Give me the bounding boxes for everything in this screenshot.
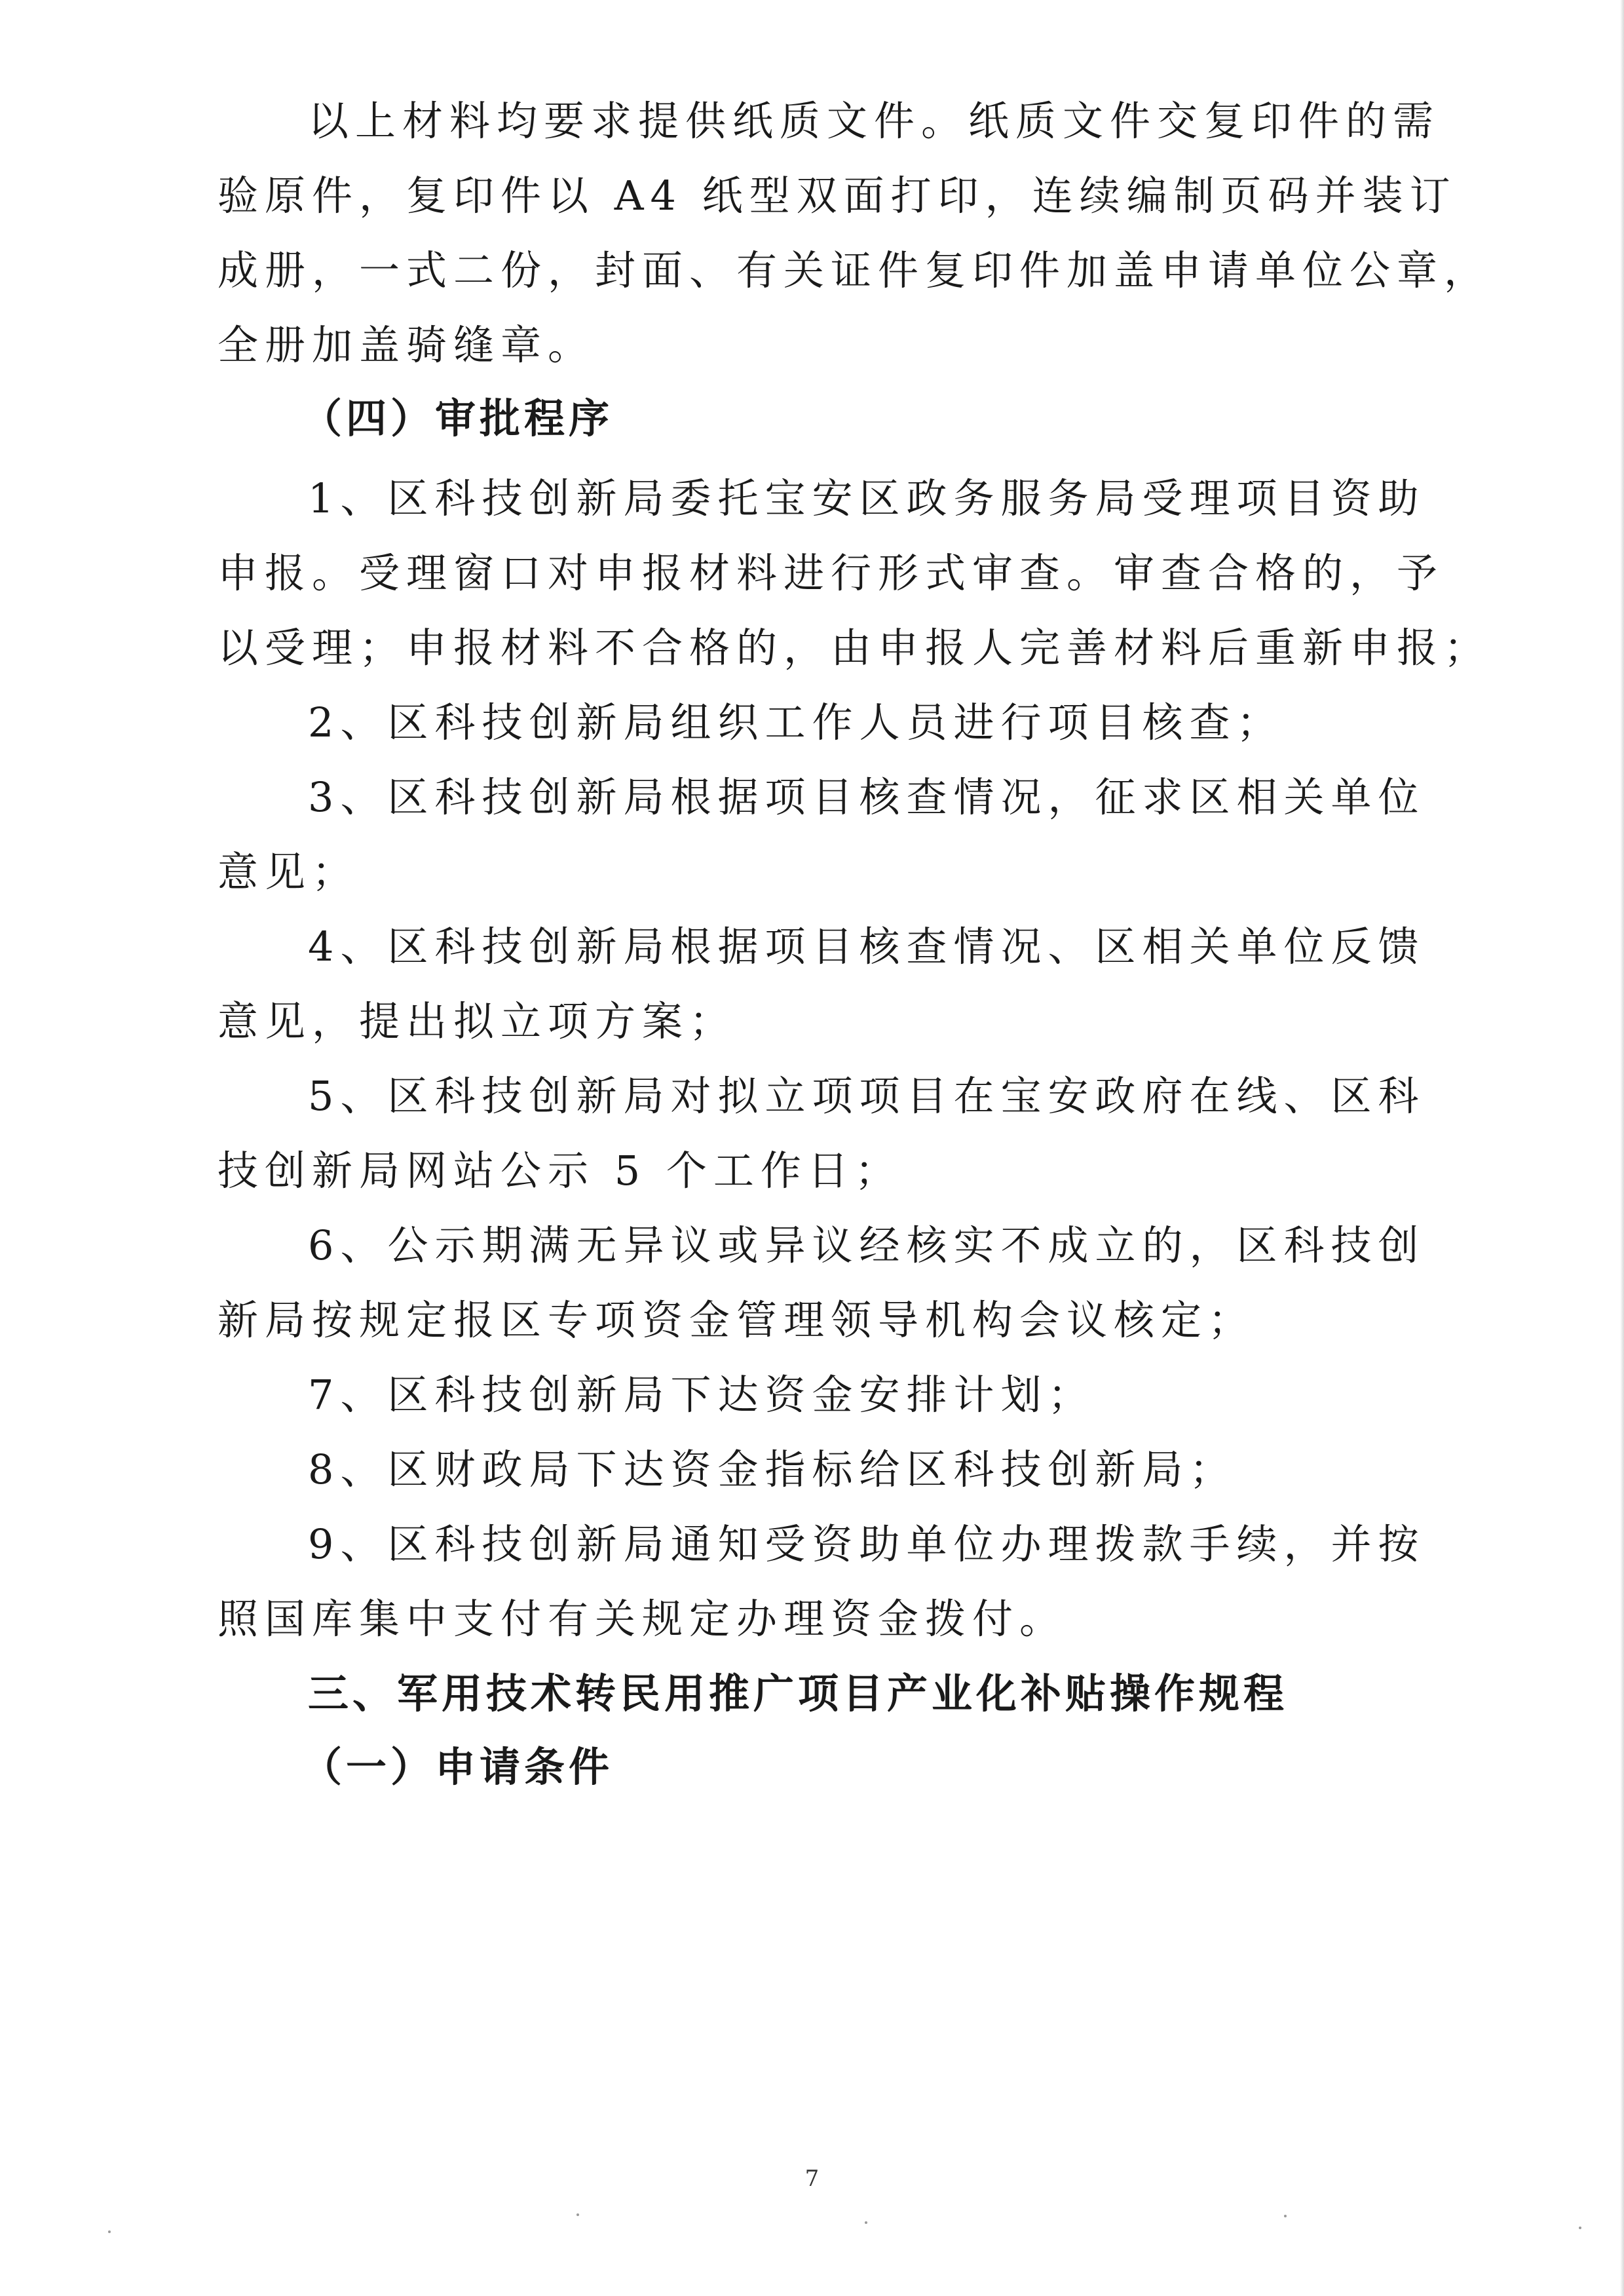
step-9-line: 9、区科技创新局通知受资助单位办理拨款手续，并按 bbox=[308, 1520, 1426, 1568]
scan-speck bbox=[576, 2213, 579, 2216]
step-8-line: 8、区财政局下达资金指标给区科技创新局； bbox=[308, 1445, 1237, 1493]
step-4-line: 4、区科技创新局根据项目核查情况、区相关单位反馈 bbox=[308, 923, 1426, 970]
page-number: 7 bbox=[804, 2166, 820, 2192]
section-heading-3: 三、军用技术转民用推广项目产业化补贴操作规程 bbox=[308, 1670, 1289, 1717]
step-7-line: 7、区科技创新局下达资金安排计划； bbox=[308, 1371, 1095, 1419]
scan-edge bbox=[1620, 0, 1624, 2296]
step-2-line: 2、区科技创新局组织工作人员进行项目核查； bbox=[308, 698, 1284, 746]
scan-speck bbox=[1284, 2215, 1287, 2217]
step-5-line: 技创新局网站公示 5 个工作日； bbox=[217, 1147, 902, 1195]
step-4-line: 意见，提出拟立项方案； bbox=[217, 997, 737, 1045]
step-1-line: 以受理；申报材料不合格的，由申报人完善材料后重新申报； bbox=[217, 624, 1492, 672]
step-6-line: 6、公示期满无异议或异议经核实不成立的，区科技创 bbox=[308, 1221, 1426, 1269]
step-1-line: 1、区科技创新局委托宝安区政务服务局受理项目资助 bbox=[308, 474, 1426, 522]
step-1-line: 申报。受理窗口对申报材料进行形式审查。审查合格的，予 bbox=[217, 549, 1445, 597]
paragraph-line: 验原件，复印件以 A4 纸型双面打印，连续编制页码并装订 bbox=[217, 172, 1457, 220]
paragraph-line: 全册加盖骑缝章。 bbox=[217, 321, 595, 369]
subsection-heading-conditions: （一）申请条件 bbox=[301, 1743, 614, 1791]
scan-speck bbox=[1579, 2227, 1581, 2229]
step-9-line: 照国库集中支付有关规定办理资金拨付。 bbox=[217, 1595, 1067, 1643]
paragraph-line: 成册，一式二份，封面、有关证件复印件加盖申请单位公章， bbox=[217, 246, 1492, 294]
step-3-line: 3、区科技创新局根据项目核查情况，征求区相关单位 bbox=[308, 773, 1426, 821]
section-heading-approval: （四）审批程序 bbox=[301, 394, 614, 442]
scan-speck bbox=[865, 2221, 867, 2224]
step-3-line: 意见； bbox=[217, 848, 360, 896]
step-5-line: 5、区科技创新局对拟立项项目在宝安政府在线、区科 bbox=[308, 1072, 1426, 1120]
paragraph-line: 以上材料均要求提供纸质文件。纸质文件交复印件的需 bbox=[308, 97, 1441, 145]
scan-speck bbox=[108, 2230, 111, 2233]
step-6-line: 新局按规定报区专项资金管理领导机构会议核定； bbox=[217, 1296, 1256, 1344]
